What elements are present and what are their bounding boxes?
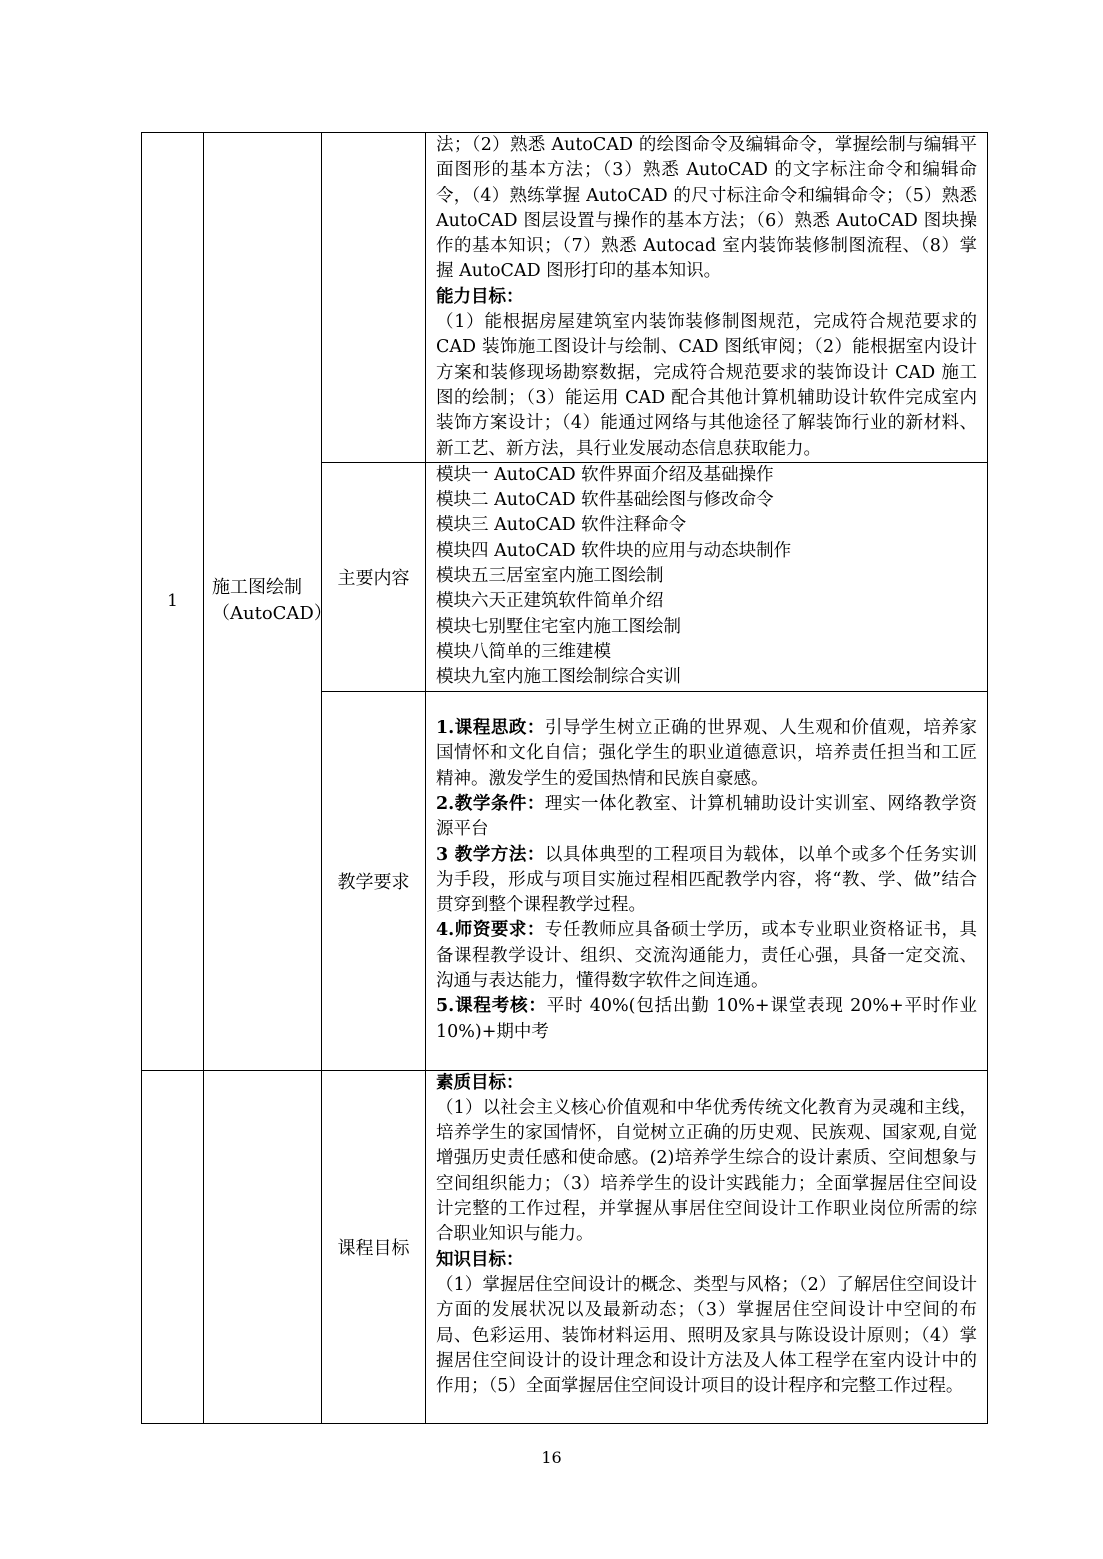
module-item: 模块六天正建筑软件简单介绍	[436, 591, 664, 612]
module-item: 模块四 AutoCAD 软件块的应用与动态块制作	[436, 540, 792, 561]
course-number: 1	[142, 133, 204, 1071]
requirement-head: 5.课程考核：	[436, 996, 547, 1017]
ability-heading: 能力目标：	[436, 286, 524, 307]
course-number-empty	[142, 1070, 204, 1423]
requirement-text: 引导学生树立正确的世界观、人生观和价值观，培养家国情怀和文化自信；强化学生的职业道德意识，培养责任担当和工匠精神。激发学生的爱国热情和民族自豪感。	[436, 718, 977, 789]
requirement-item	[436, 918, 977, 994]
requirement-item	[436, 843, 977, 919]
requirement-head: 1.课程思政：	[436, 718, 545, 739]
module-item: 模块七别墅住宅室内施工图绘制	[436, 616, 681, 637]
requirement-item	[436, 994, 977, 1045]
requirements-label: 教学要求	[322, 691, 426, 1070]
requirement-item	[436, 792, 977, 843]
module-item: 模块一 AutoCAD 软件界面介绍及基础操作	[436, 464, 774, 485]
quality-heading: 素质目标：	[436, 1072, 524, 1093]
content-label: 主要内容	[322, 462, 426, 691]
goal-label: 课程目标	[322, 1070, 426, 1423]
course-name-empty	[204, 1070, 322, 1423]
requirement-text: 平时 40%(包括出勤 10%+课堂表现 20%+平时作业 10%)+期中考	[436, 996, 977, 1042]
table-row	[142, 1070, 988, 1423]
ability-text: （1）能根据房屋建筑室内装饰装修制图规范，完成符合规范要求的 CAD 装饰施工图设计与绘制、CAD 图纸审阅；（2）能根据室内设计方案和装修现场勘察数据，完成符合规范要求的装饰设计 CAD 施工图的绘制；（3）能运用 CAD 配合其他计算机辅助设计软件完成室内装饰方案设计；（4）能通过网络与其他途径了解装饰行业的新材料、新工艺、新方法，具行业发展动态信息获取能力。	[436, 312, 977, 459]
quality-text: （1）以社会主义核心价值观和中华优秀传统文化教育为灵魂和主线，培养学生的家国情怀，自觉树立正确的历史观、民族观、国家观,自觉增强历史责任感和使命感。(2)培养学生综合的设计素质、空间想象与空间组织能力；（3）培养学生的设计实践能力；全面掌握居住空间设计完整的工作过程，并掌握从事居住空间设计工作职业岗位所需的综合职业知识与能力。	[436, 1097, 977, 1245]
course-table	[141, 132, 988, 1424]
page-number: 16	[541, 1448, 562, 1467]
requirement-text: 以具体典型的工程项目为载体，以单个或多个任务实训为手段，形成与项目实施过程相匹配教学内容，将“教、学、做”结合贯穿到整个课程教学过程。	[436, 844, 977, 916]
objectives-label-cell	[322, 133, 426, 463]
knowledge-text: （1）掌握居住空间设计的概念、类型与风格；（2）了解居住空间设计方面的发展状况以及最新动态；（3）掌握居住空间设计中空间的布局、色彩运用、装饰材料运用、照明及家具与陈设设计原则；（4）掌握居住空间设计的设计理念和设计方法及人体工程学在室内设计中的作用；（5）全面掌握居住空间设计项目的设计程序和完整工作过程。	[436, 1274, 977, 1397]
knowledge-heading: 知识目标：	[436, 1249, 524, 1270]
course-name-line2: （AutoCAD）	[212, 603, 332, 625]
requirement-head: 3 教学方法：	[436, 844, 545, 865]
requirement-head: 4.师资要求：	[436, 920, 545, 941]
module-item: 模块八简单的三维建模	[436, 641, 611, 662]
module-item: 模块三 AutoCAD 软件注释命令	[436, 515, 687, 536]
requirement-text: 理实一体化教室、计算机辅助设计实训室、网络教学资源平台	[436, 793, 977, 840]
course-name	[204, 133, 332, 1071]
module-item: 模块九室内施工图绘制综合实训	[436, 667, 681, 688]
knowledge-text-tail: 法；（2）熟悉 AutoCAD 的绘图命令及编辑命令，掌握绘制与编辑平面图形的基本方法；（3）熟悉 AutoCAD 的文字标注命令和编辑命令，（4）熟练掌握 AutoCAD 的尺寸标注命令和编辑命令；（5）熟悉 AutoCAD 图层设置与操作的基本方法；（6）熟悉 AutoCAD 图块操作的基本知识；（7）熟悉 Autocad 室内装饰装修制图流程、（8）掌握 AutoCAD 图形打印的基本知识。	[436, 135, 977, 282]
requirement-item	[436, 716, 977, 792]
module-item: 模块五三居室室内施工图绘制	[436, 566, 664, 587]
requirement-head: 2.教学条件：	[436, 793, 545, 814]
requirements-cell	[426, 691, 988, 1070]
objectives-cell	[426, 133, 988, 463]
table-row	[142, 133, 988, 463]
goal-cell	[426, 1070, 988, 1423]
module-item: 模块二 AutoCAD 软件基础绘图与修改命令	[436, 490, 774, 511]
course-name-line1: 施工图绘制	[212, 577, 302, 599]
modules-cell	[426, 462, 988, 691]
requirement-text: 专任教师应具备硕士学历，或本专业职业资格证书，具备课程教学设计、组织、交流沟通能力，责任心强，具备一定交流、沟通与表达能力，懂得数字软件之间连通。	[436, 920, 977, 992]
